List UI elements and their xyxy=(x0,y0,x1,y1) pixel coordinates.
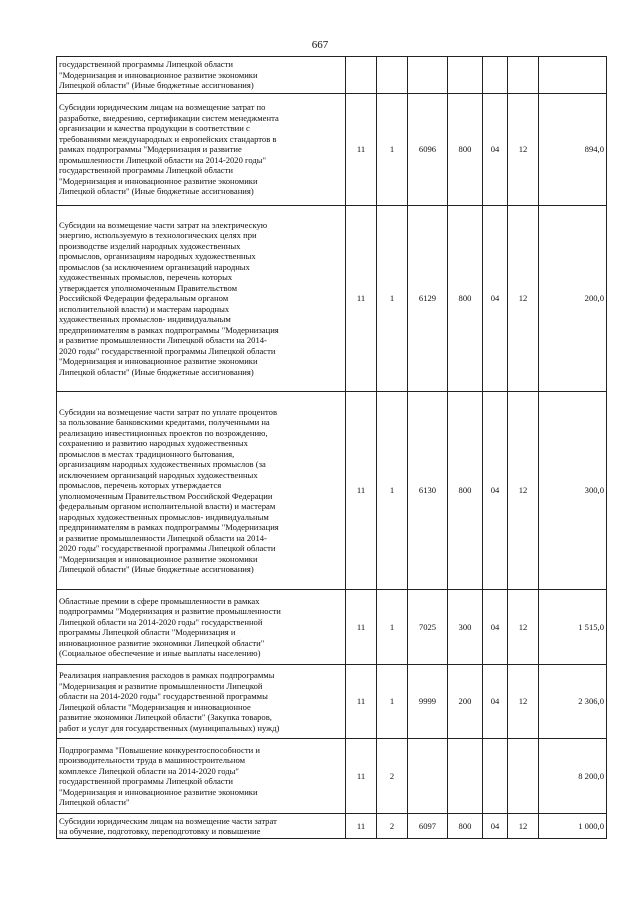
description-line: 2020 годы" государственной программы Липецкой области xyxy=(59,543,276,553)
program-code-cell: 11 xyxy=(346,665,377,739)
section-cell: 04 xyxy=(483,206,508,392)
direction-code-cell xyxy=(408,739,448,814)
subsection-cell: 12 xyxy=(508,665,539,739)
subsection-cell xyxy=(508,739,539,814)
amount-cell: 300,0 xyxy=(539,392,607,590)
description-line: реализацию инвестиционных проектов по возрождению, xyxy=(59,427,268,438)
direction-code-cell: 7025 xyxy=(408,590,448,665)
section-cell xyxy=(483,57,508,94)
subsection-cell: 12 xyxy=(508,94,539,206)
description-line: промыслов в местах традиционного бытования, xyxy=(59,448,235,459)
subsection-cell: 12 xyxy=(508,206,539,392)
description-line: организации и качества продукции в соответствии с xyxy=(59,123,250,134)
description-line: предпринимателям в рамках подпрограммы "Модернизация xyxy=(59,324,279,335)
table-row xyxy=(57,206,607,392)
section-cell xyxy=(483,739,508,814)
description-line: государственной программы Липецкой области xyxy=(59,59,233,70)
description-line: организациям народных художественных промыслов (за xyxy=(59,459,266,469)
description-line: энергию, используемую в технологических целях при xyxy=(59,230,257,241)
subprogram-code-cell: 1 xyxy=(377,392,408,590)
description-line: утверждается уполномоченным Правительством xyxy=(59,282,238,293)
description-line: исполнительной власти) и мастерам народных xyxy=(59,303,230,314)
amount-cell: 894,0 xyxy=(539,94,607,206)
direction-code-cell: 6097 xyxy=(408,814,448,839)
description-line: Липецкой области" xyxy=(59,797,130,807)
description-line: Липецкой области на 2014-2020 годы" государственной xyxy=(59,616,263,627)
description-line: уполномоченным Правительством Российской Федерации xyxy=(59,490,273,501)
description-line: исключением организаций народных художественных xyxy=(59,469,258,480)
description-line: рамках подпрограммы "Модернизация и развитие xyxy=(59,144,242,155)
description-line: промыслов (за исключением организаций народных xyxy=(59,261,250,272)
description-line: государственной программы Липецкой области xyxy=(59,165,233,176)
row-description xyxy=(57,665,346,739)
direction-code-cell: 6129 xyxy=(408,206,448,392)
expense-type-cell: 200 xyxy=(448,665,483,739)
description-line: разработке, внедрению, сертификации систем менеджмента xyxy=(59,112,279,123)
section-cell: 04 xyxy=(483,814,508,839)
expense-type-cell: 300 xyxy=(448,590,483,665)
table-row xyxy=(57,57,607,94)
description-line: промышленности Липецкой области на 2014-2020 годы" xyxy=(59,154,267,165)
description-line: предпринимателям в рамках подпрограммы "Модернизация xyxy=(59,522,279,532)
subprogram-code-cell: 1 xyxy=(377,94,408,206)
description-line: Липецкой области "Модернизация и инновационное xyxy=(59,701,251,712)
table-row xyxy=(57,814,607,839)
row-description xyxy=(57,57,346,94)
table-row xyxy=(57,94,607,206)
description-line: области на 2014-2020 годы" государственной программы xyxy=(59,691,268,701)
row-description xyxy=(57,739,346,814)
direction-code-cell: 9999 xyxy=(408,665,448,739)
subprogram-code-cell: 2 xyxy=(377,814,408,839)
subprogram-code-cell: 1 xyxy=(377,206,408,392)
description-line: "Модернизация и инновационное развитие экономики xyxy=(59,69,258,80)
row-description xyxy=(57,392,346,590)
description-line: инновационное развитие экономики Липецкой области" xyxy=(59,637,265,648)
subprogram-code-cell: 1 xyxy=(377,590,408,665)
description-line: художественных промыслов, перечень которых xyxy=(59,272,233,283)
description-line: комплексе Липецкой области на 2014-2020 годы" xyxy=(59,765,239,776)
program-code-cell xyxy=(346,57,377,94)
subprogram-code-cell: 2 xyxy=(377,739,408,814)
amount-cell xyxy=(539,57,607,94)
direction-code-cell: 6096 xyxy=(408,94,448,206)
amount-cell: 1 000,0 xyxy=(539,814,607,839)
expense-type-cell: 800 xyxy=(448,94,483,206)
description-line: и развитие промышленности Липецкой области на 2014- xyxy=(59,532,267,543)
description-line: сохранению и развитию народных художественных xyxy=(59,438,248,448)
table-row xyxy=(57,590,607,665)
page-number: 667 xyxy=(311,39,329,51)
subprogram-code-cell xyxy=(377,57,408,94)
table-row xyxy=(57,739,607,814)
description-line: Субсидии на возмещение части затрат на электрическую xyxy=(59,219,268,230)
amount-cell: 200,0 xyxy=(539,206,607,392)
expense-type-cell: 800 xyxy=(448,392,483,590)
description-line: производительности труда в машиностроительном xyxy=(59,755,246,765)
description-line: Липецкой области" (Иные бюджетные ассигнования) xyxy=(59,80,254,91)
subsection-cell: 12 xyxy=(508,392,539,590)
description-line: Реализация направления расходов в рамках подпрограммы xyxy=(59,670,275,680)
description-line: программы Липецкой области "Модернизация и xyxy=(59,627,236,637)
program-code-cell: 11 xyxy=(346,206,377,392)
budget-table xyxy=(56,56,607,839)
description-line: (Социальное обеспечение и иные выплаты населению) xyxy=(59,648,261,658)
description-line: Российской Федерации федеральным органом xyxy=(59,293,229,304)
expense-type-cell: 800 xyxy=(448,206,483,392)
table-row xyxy=(57,392,607,590)
subsection-cell: 12 xyxy=(508,590,539,665)
row-description xyxy=(57,814,346,839)
description-line: развитие экономики Липецкой области" (Закупка товаров, xyxy=(59,712,272,722)
description-line: "Модернизация и инновационное развитие экономики xyxy=(59,553,258,564)
amount-cell: 1 515,0 xyxy=(539,590,607,665)
program-code-cell: 11 xyxy=(346,94,377,206)
section-cell: 04 xyxy=(483,665,508,739)
expense-type-cell xyxy=(448,739,483,814)
description-line: "Модернизация и инновационное развитие экономики xyxy=(59,356,258,367)
expense-type-cell: 800 xyxy=(448,814,483,839)
section-cell: 04 xyxy=(483,392,508,590)
description-line: Липецкой области" (Иные бюджетные ассигнования) xyxy=(59,366,254,377)
description-line: Субсидии на возмещение части затрат по уплате процентов xyxy=(59,406,278,417)
description-line: промыслов, перечень которых утверждается xyxy=(59,480,222,490)
subsection-cell: 12 xyxy=(508,814,539,839)
row-description xyxy=(57,94,346,206)
description-line: подпрограммы "Модернизация и развитие промышленности xyxy=(59,606,281,616)
amount-cell: 2 306,0 xyxy=(539,665,607,739)
description-line: государственной программы Липецкой области xyxy=(59,776,233,786)
direction-code-cell: 6130 xyxy=(408,392,448,590)
description-line: народных художественных промыслов- индивидуальным xyxy=(59,511,269,522)
description-line: Субсидии юридическим лицам на возмещение затрат по xyxy=(59,102,266,113)
description-line: за пользование банковскими кредитами, полученными на xyxy=(59,417,270,427)
description-line: на обучение, подготовку, переподготовку и повышение xyxy=(59,826,261,836)
description-line: "Модернизация и инновационное развитие экономики xyxy=(59,175,258,186)
description-line: "Модернизация и инновационное развитие экономики xyxy=(59,786,258,797)
expense-type-cell xyxy=(448,57,483,94)
row-description xyxy=(57,206,346,392)
program-code-cell: 11 xyxy=(346,739,377,814)
description-line: промыслов, организациям народных художественных xyxy=(59,251,256,262)
description-line: работ и услуг для государственных (муниципальных) нужд) xyxy=(59,722,280,733)
row-description xyxy=(57,590,346,665)
description-line: художественных промыслов- индивидуальным xyxy=(59,314,231,325)
subsection-cell xyxy=(508,57,539,94)
description-line: Субсидии юридическим лицам на возмещение части затрат xyxy=(59,815,277,826)
description-line: 2020 годы" государственной программы Липецкой области xyxy=(59,345,276,356)
description-line: "Модернизация и развитие промышленности Липецкой xyxy=(59,680,263,691)
table-row xyxy=(57,665,607,739)
direction-code-cell xyxy=(408,57,448,94)
description-line: Областные премии в сфере промышленности в рамках xyxy=(59,595,260,606)
description-line: Подпрограмма "Повышение конкурентоспособности и xyxy=(59,744,260,755)
section-cell: 04 xyxy=(483,590,508,665)
program-code-cell: 11 xyxy=(346,392,377,590)
description-line: Липецкой области" (Иные бюджетные ассигнования) xyxy=(59,186,254,197)
description-line: Липецкой области" (Иные бюджетные ассигнования) xyxy=(59,564,254,574)
description-line: федеральным органом исполнительной власти) и мастерам xyxy=(59,501,276,511)
description-line: производстве изделий народных художественных xyxy=(59,240,241,251)
description-line: и развитие промышленности Липецкой области на 2014- xyxy=(59,335,267,346)
amount-cell: 8 200,0 xyxy=(539,739,607,814)
description-line: требованиями международных и европейских стандартов в xyxy=(59,133,277,144)
program-code-cell: 11 xyxy=(346,590,377,665)
subprogram-code-cell: 1 xyxy=(377,665,408,739)
program-code-cell: 11 xyxy=(346,814,377,839)
section-cell: 04 xyxy=(483,94,508,206)
